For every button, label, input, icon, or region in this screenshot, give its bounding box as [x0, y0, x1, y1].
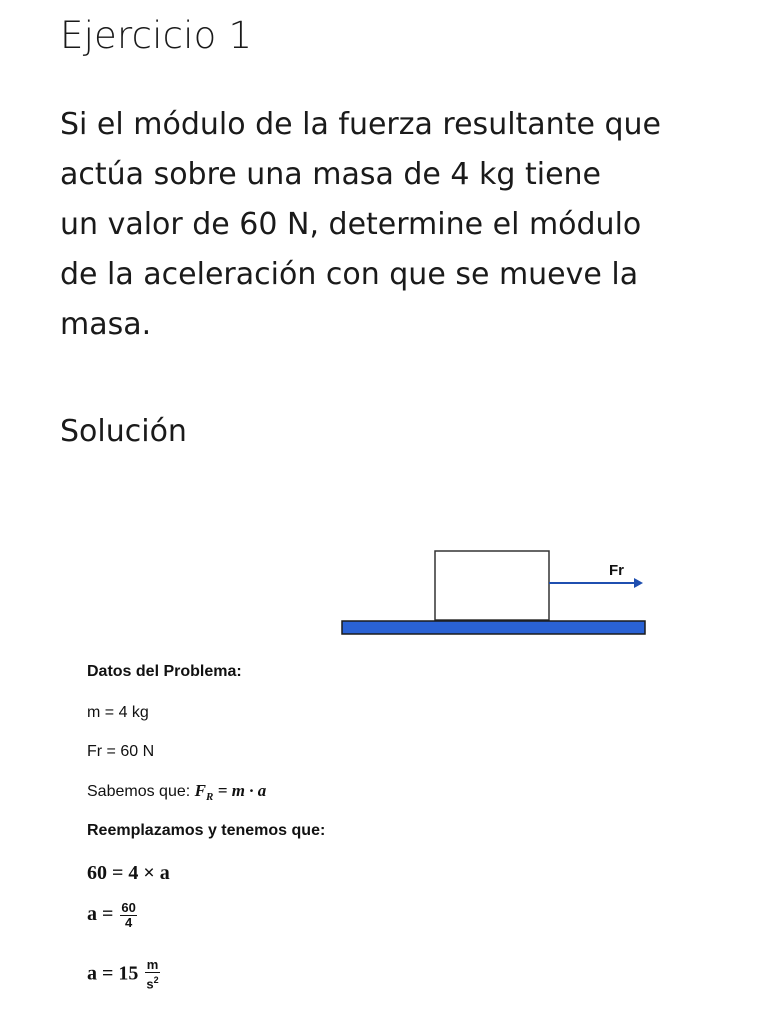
problem-line: un valor de 60 N, determine el módulo — [60, 207, 642, 242]
step2-denominator: 4 — [125, 915, 133, 930]
step3-den-exponent: 2 — [153, 975, 159, 985]
formula-line — [87, 781, 587, 803]
step3-fraction — [145, 958, 159, 991]
solution-heading: Solución — [60, 414, 187, 449]
problem-line: masa. — [60, 307, 152, 342]
floor-surface — [342, 621, 645, 634]
force-arrowhead — [634, 578, 643, 588]
step2-lhs: a = — [87, 903, 114, 926]
formula-subscript: R — [205, 791, 214, 804]
problem-line: de la aceleración con que se mueve la — [60, 257, 639, 292]
data-heading: Datos del Problema: — [87, 663, 242, 680]
problem-line: actúa sobre una masa de 4 kg tiene — [60, 157, 602, 192]
problem-line: Si el módulo de la fuerza resultante que — [60, 107, 661, 142]
equation-step3 — [87, 958, 587, 991]
formula-prefix: Sabemos que: — [87, 783, 191, 800]
step3-lhs: a = 15 — [87, 962, 139, 985]
page-title: Ejercicio 1 — [60, 14, 253, 57]
formula-rhs: = m · a — [217, 781, 267, 800]
force-label: Fr — [609, 562, 624, 579]
mass-value: m = 4 kg — [87, 704, 149, 721]
formula-lhs: F — [194, 781, 206, 800]
block — [435, 551, 549, 620]
step3-den-base: s — [146, 976, 154, 992]
step2-numerator: 60 — [121, 900, 136, 915]
force-value: Fr = 60 N — [87, 743, 155, 760]
step3-denominator — [145, 973, 159, 991]
equation-step2 — [87, 901, 587, 930]
step3-numerator: m — [146, 957, 159, 972]
replace-heading: Reemplazamos y tenemos que: — [87, 822, 326, 839]
problem-statement — [60, 100, 730, 350]
equation-step1: 60 = 4 × a — [87, 862, 170, 884]
step2-fraction — [120, 901, 136, 930]
